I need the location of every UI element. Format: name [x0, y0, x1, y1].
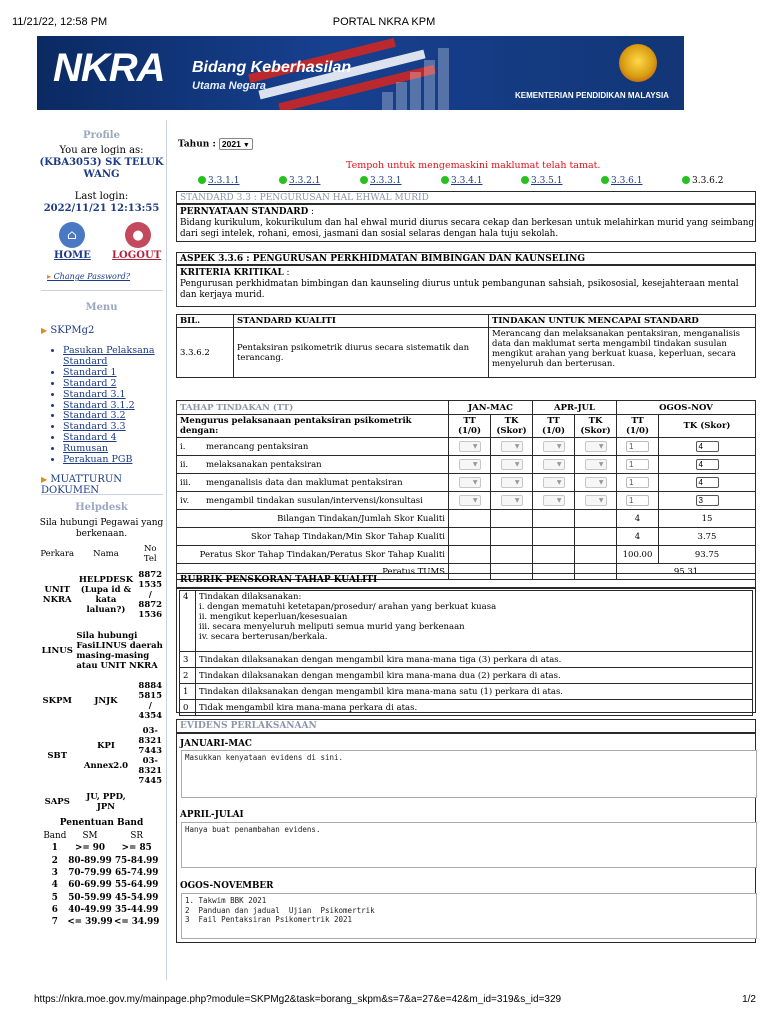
chevron-down-icon: ▼	[543, 477, 565, 488]
evidens-title: EVIDENS PERLAKSANAAN	[176, 719, 756, 733]
rubrik-score: 2	[180, 668, 196, 684]
menu-muatturun-label: MUATTURUN DOKUMEN	[41, 474, 123, 496]
rubrik-line: iv. secara berterusan/berkala.	[199, 632, 328, 642]
help-nama: JNJK	[94, 696, 118, 706]
item-label: mengambil tindakan susulan/intervensi/konsultasi	[206, 495, 423, 506]
band-header: SM	[82, 831, 98, 842]
tab-label: 3.3.6.1	[611, 176, 643, 186]
print-url: https://nkra.moe.gov.my/mainpage.php?module=SKPMg2&task=borang_skpm&s=7&a=27&e=42&m_id=319&s_id=329	[34, 994, 562, 1005]
period-apr-jul: APR-JUL	[533, 401, 617, 415]
band-row	[43, 916, 160, 928]
item-text	[177, 474, 449, 492]
band-header: Band	[43, 831, 67, 842]
nkra-banner	[37, 36, 684, 110]
summary-cell	[533, 510, 575, 528]
band-cell: 70-79.99	[68, 868, 112, 879]
item-text	[177, 438, 449, 456]
chevron-down-icon: ▼	[459, 495, 481, 506]
rubrik-text: Tindakan dilaksanakan dengan mengambil kira mana-mana dua (2) perkara di atas.	[196, 668, 753, 684]
period-jan-mac: JAN-MAC	[449, 401, 533, 415]
rubrik-score: 0	[180, 700, 196, 716]
band-cell: 75-84.99	[114, 855, 159, 866]
col-tk: TK (Skor)	[491, 415, 533, 438]
tab-3351[interactable]	[521, 176, 563, 186]
logout-icon[interactable]: ●	[125, 222, 151, 248]
ogos-tk-select[interactable]	[659, 456, 756, 474]
summary-label: Skor Tahap Tindakan/Min Skor Tahap Kualiti	[177, 528, 449, 546]
summary-row	[177, 546, 756, 564]
status-dot-icon	[601, 176, 609, 184]
chevron-down-icon: ▼	[459, 459, 481, 470]
tahun-label: Tahun	[178, 139, 210, 150]
chevron-down-icon: ▼	[501, 477, 523, 488]
tt-value: 1	[626, 495, 649, 506]
banner-line1: Bidang Keberhasilan	[192, 59, 352, 76]
tab-3311[interactable]	[198, 176, 240, 186]
band-row	[43, 879, 160, 891]
helpdesk-table	[39, 544, 164, 818]
tt-value: 1	[626, 477, 649, 488]
jan-tk-select[interactable]	[491, 492, 533, 510]
item-no: iii.	[180, 477, 191, 488]
item-no: iv.	[180, 495, 190, 506]
band-cell: 5	[51, 892, 58, 903]
ogos-tt-select[interactable]	[617, 492, 659, 510]
change-password-label: Change Password?	[53, 272, 131, 281]
ogos-tt-select[interactable]	[617, 456, 659, 474]
band-row	[43, 855, 160, 867]
jan-tt-select[interactable]	[449, 492, 491, 510]
chevron-down-icon: ▼	[501, 495, 523, 506]
summary-tt: 4	[617, 510, 659, 528]
help-perkara: SKPM	[42, 696, 72, 706]
pernyataan-box	[176, 204, 756, 242]
summary-tt: 4	[617, 528, 659, 546]
arrow-right-icon: ▸	[47, 272, 52, 281]
summary-cell	[449, 528, 491, 546]
print-title: PORTAL NKRA KPM	[332, 16, 436, 28]
rubrik-title: RUBRIK PENSKORAN TAHAP KUALITI	[176, 573, 756, 588]
band-cell: 3	[51, 868, 58, 879]
tahun-value: 2021	[221, 139, 241, 149]
jan-tt-select[interactable]	[449, 438, 491, 456]
item-label: merancang pentaksiran	[206, 441, 309, 452]
divider	[41, 290, 163, 291]
band-cell: >= 90	[74, 843, 106, 854]
band-table	[43, 830, 160, 928]
tab-3362[interactable]	[682, 176, 724, 186]
skpm-submenu	[51, 346, 167, 466]
help-note: Sila hubungi FasiLINUS daerah masing-masing atau UNIT NKRA	[76, 631, 163, 671]
summary-tk: 15	[659, 510, 756, 528]
nkra-logo: NKRA	[53, 46, 165, 90]
print-footer	[34, 994, 756, 1008]
print-datetime: 11/21/22, 12:58 PM	[12, 16, 108, 28]
apr-tt-select[interactable]	[533, 474, 575, 492]
item-row	[177, 438, 756, 456]
profile-title: Profile	[83, 130, 120, 141]
kriteria-text: Pengurusan perkhidmatan bimbingan dan kaunseling diurus untuk pembangunan sahsiah, psikososial, kesejahteraan mental dan kerjaya murid.	[180, 278, 739, 300]
chevron-down-icon: ▼	[585, 441, 607, 452]
ev-jan-label: JANUARI-MAC	[180, 739, 252, 749]
status-dot-icon	[360, 176, 368, 184]
tab-label: 3.3.3.1	[370, 176, 402, 186]
band-cell: 4	[51, 880, 58, 891]
summary-cell	[575, 528, 617, 546]
standard-tabs	[176, 176, 756, 188]
tab-label: 3.3.1.1	[208, 176, 240, 186]
jan-tk-select[interactable]	[491, 456, 533, 474]
chevron-down-icon: ▼	[501, 441, 523, 452]
helpdesk-intro: Sila hubungi Pegawai yang berkenaan.	[39, 518, 164, 539]
help-perkara: UNIT NKRA	[42, 585, 72, 605]
band-cell: 45-54.99	[114, 892, 159, 903]
band-cell: 35-44.99	[114, 904, 159, 915]
help-perkara: LINUS	[41, 646, 73, 656]
apr-tk-select[interactable]	[575, 456, 617, 474]
item-label: melaksanakan pentaksiran	[206, 459, 322, 470]
sidebar	[37, 120, 167, 980]
band-cell: >= 85	[121, 843, 152, 854]
tk-value: 4	[696, 459, 719, 470]
tt-value: 1	[626, 441, 649, 452]
chevron-down-icon: ▼	[242, 142, 250, 149]
last-login-label: Last login:	[74, 191, 129, 202]
ogos-tt-select[interactable]	[617, 474, 659, 492]
band-cell: 60-69.99	[68, 880, 112, 891]
summary-tt: 100.00	[617, 546, 659, 564]
arrow-right-icon: ▶	[41, 326, 48, 335]
arrow-right-icon: ▶	[41, 475, 48, 484]
band-cell: 55-64.99	[114, 880, 159, 891]
help-tel	[137, 786, 165, 818]
apr-tk-select[interactable]	[575, 438, 617, 456]
band-header: SR	[130, 831, 143, 842]
logout-link[interactable]: LOGOUT	[112, 250, 162, 261]
band-cell: 40-49.99	[68, 904, 112, 915]
menu-title: Menu	[85, 302, 118, 313]
help-perkara: SBT	[47, 751, 68, 761]
band-title: Penentuan Band	[59, 818, 144, 828]
tt-header: TAHAP TINDAKAN (TT)	[177, 401, 449, 415]
evidens-box	[176, 733, 756, 943]
tab-3321[interactable]	[279, 176, 321, 186]
tab-label: 3.3.4.1	[451, 176, 483, 186]
ev-ogos-textarea[interactable]: 1. Takwim BBK 2021 2 Panduan dan jadual Ujian Psikomertrik 3 Fail Pentaksiran Psikomertrik 2021	[181, 893, 757, 939]
chevron-down-icon: ▼	[585, 495, 607, 506]
item-label: menganalisis data dan maklumat pentaksiran	[206, 477, 403, 488]
chevron-down-icon: ▼	[543, 441, 565, 452]
band-cell: 6	[51, 904, 58, 915]
submenu-item[interactable]: • Pasukan Pelaksana Standard	[63, 346, 167, 368]
divider	[41, 494, 163, 495]
help-tel: 8884 5815 / 4354	[138, 681, 163, 721]
jan-tt-select[interactable]	[449, 456, 491, 474]
submenu-item[interactable]: • Standard 1	[63, 368, 167, 379]
item-no: i.	[180, 441, 186, 452]
helpdesk-title: Helpdesk	[75, 502, 128, 513]
ev-apr-label: APRIL-JULAI	[180, 810, 244, 820]
summary-cell	[533, 528, 575, 546]
peratus-tums: 95.31	[617, 564, 756, 580]
rubrik-table	[179, 590, 753, 716]
home-link[interactable]: HOME	[54, 250, 91, 261]
col-tk: TK (Skor)	[659, 415, 756, 438]
profile-actions	[37, 222, 166, 262]
band-cell: 80-89.99	[68, 855, 112, 866]
col-tindakan: TINDAKAN UNTUK MENCAPAI STANDARD	[489, 315, 756, 328]
status-dot-icon	[198, 176, 206, 184]
ev-apr-textarea[interactable]: Hanya buat penambahan evidens.	[181, 822, 757, 868]
std-tindakan: Merancang dan melaksanakan pentaksiran, menganalisis data dan maklumat serta mengambil tindakan susulan mengikut arahan yang berkuat kuasa, keperluan, secara menyeluruh dan berterusan.	[489, 328, 756, 378]
submenu-item[interactable]: • Perakuan PGB	[63, 455, 167, 466]
help-nama: HELPDESK (Lupa id & kata laluan?)	[78, 575, 134, 615]
kriteria-label: KRITERIA KRITIKAL	[180, 268, 284, 278]
ogos-tk-select[interactable]	[659, 492, 756, 510]
kriteria: KRITERIA KRITIKAL : Pengurusan perkhidmatan bimbingan dan kaunseling diurus untuk pembangunan sahsiah, psikososial, kesejahteraan mental dan kerjaya murid.	[180, 268, 739, 300]
submenu-item[interactable]: • Standard 3.1	[63, 390, 167, 401]
tk-value: 4	[696, 477, 719, 488]
apr-tt-select[interactable]	[533, 438, 575, 456]
band-cell: 65-74.99	[114, 868, 159, 879]
band-cell: <= 34.99	[113, 917, 160, 928]
help-header: Perkara	[40, 549, 75, 559]
home-icon[interactable]: ⌂	[59, 222, 85, 248]
school-name: (KBA3053) SK TELUK WANG	[39, 157, 164, 180]
item-text	[177, 492, 449, 510]
jan-tk-select[interactable]	[491, 474, 533, 492]
item-row	[177, 456, 756, 474]
std-bil: 3.3.6.2	[177, 328, 234, 378]
ogos-tk-select[interactable]	[659, 474, 756, 492]
period-ogos-nov: OGOS-NOV	[617, 401, 756, 415]
rubrik-score: 4	[180, 591, 196, 652]
chevron-down-icon: ▼	[543, 495, 565, 506]
tt-value: 1	[626, 459, 649, 470]
band-row	[43, 904, 160, 916]
rubrik-line: Tindakan dilaksanakan:	[199, 592, 302, 602]
col-tt: TT (1/0)	[617, 415, 659, 438]
help-kpi: KPI	[97, 741, 115, 751]
submenu-item[interactable]: • Standard 3.1.2	[63, 401, 167, 412]
chevron-down-icon: ▼	[585, 477, 607, 488]
standard-bar: STANDARD 3.3 : PENGURUSAN HAL EHWAL MURID	[176, 191, 756, 204]
band-cell: 2	[51, 855, 58, 866]
tahun-select[interactable]	[219, 138, 253, 150]
status-dot-icon	[279, 176, 287, 184]
status-dot-icon	[521, 176, 529, 184]
rubrik-text: Tindakan dilaksanakan dengan mengambil kira mana-mana satu (1) perkara di atas.	[196, 684, 753, 700]
menu-skpmg2[interactable]	[41, 325, 94, 336]
tk-value: 4	[696, 441, 719, 452]
band-cell: <= 39.99	[67, 917, 113, 928]
help-tel: 03-8321 7443 03-8321 7445	[138, 726, 163, 786]
summary-cell	[491, 528, 533, 546]
item-text	[177, 456, 449, 474]
band-cell: 1	[51, 843, 58, 854]
chevron-down-icon: ▼	[543, 459, 565, 470]
print-header	[12, 16, 756, 30]
apr-tt-select[interactable]	[533, 456, 575, 474]
help-header: No Tel	[143, 544, 157, 564]
col-tt: TT (1/0)	[533, 415, 575, 438]
tahap-tindakan-table	[176, 400, 756, 580]
rubrik-text: Tindakan dilaksanakan dengan mengambil kira mana-mana tiga (3) perkara di atas.	[196, 652, 753, 668]
ministry-name: KEMENTERIAN PENDIDIKAN MALAYSIA	[515, 91, 669, 100]
rubrik-box	[176, 588, 756, 713]
jan-tk-select[interactable]	[491, 438, 533, 456]
status-dot-icon	[682, 176, 690, 184]
banner-line2: Utama Negara	[192, 80, 266, 92]
standard-kualiti-table	[176, 314, 756, 378]
band-cell: 7	[51, 917, 58, 928]
tab-label: 3.3.5.1	[531, 176, 563, 186]
mengurus-label	[177, 415, 449, 438]
summary-cell	[491, 546, 533, 564]
ogos-tk-select[interactable]	[659, 438, 756, 456]
menu-skpmg2-label: SKPMg2	[50, 325, 95, 336]
pernyataan-label: PERNYATAAN STANDARD	[180, 207, 309, 217]
help-perkara: SAPS	[44, 797, 70, 807]
band-row	[43, 867, 160, 879]
rubrik-text: Tidak mengambil kira mana-mana perkara di atas.	[196, 700, 753, 716]
pernyataan-text: Bidang kurikulum, kokurikulum dan hal ehwal murid diurus secara cekap dan berkesan untuk melahirkan murid yang seimbang dari segi intelek, rohani, emosi, jasmani dan sosial selaras dengan hala tuju sekolah.	[180, 217, 754, 239]
item-row	[177, 474, 756, 492]
mengurus-text: Mengurus pelaksanaan pentaksiran psikometrik dengan:	[180, 416, 412, 436]
summary-cell	[491, 510, 533, 528]
pernyataan: PERNYATAAN STANDARD : Bidang kurikulum, kokurikulum dan hal ehwal murid diurus secara cekap dan berkesan untuk melahirkan murid yang seimbang dari segi intelek, rohani, emosi, jasmani dan sosial selaras dengan hala tuju sekolah.	[180, 207, 754, 239]
summary-cell	[575, 510, 617, 528]
apr-tt-select[interactable]	[533, 492, 575, 510]
help-nama	[75, 726, 136, 786]
band-row	[43, 891, 160, 903]
status-dot-icon	[441, 176, 449, 184]
login-as-label: You are login as:	[59, 145, 144, 156]
rubrik-line: ii. mengikut keperluan/kesesuaian	[199, 612, 348, 622]
change-password-link[interactable]	[47, 272, 130, 281]
band-cell: 50-59.99	[68, 892, 112, 903]
malaysia-crest-icon	[619, 44, 657, 82]
aspek-bar: ASPEK 3.3.6 : PENGURUSAN PERKHIDMATAN BIMBINGAN DAN KAUNSELING	[176, 252, 756, 265]
profile-box	[37, 130, 166, 215]
help-tel: 8872 1535 / 8872 1536	[138, 570, 163, 620]
item-row	[177, 492, 756, 510]
summary-tk: 93.75	[659, 546, 756, 564]
help-annex: Annex2.0	[83, 761, 129, 771]
tab-label: 3.3.6.2	[692, 176, 724, 186]
summary-label: Peratus Skor Tahap Tindakan/Peratus Skor Tahap Kualiti	[177, 546, 449, 564]
submenu-item[interactable]: • Standard 4	[63, 433, 167, 444]
chevron-down-icon: ▼	[585, 459, 607, 470]
kriteria-box	[176, 265, 756, 307]
summary-row	[177, 510, 756, 528]
ev-ogos-label: OGOS-NOVEMBER	[180, 881, 274, 891]
summary-cell	[533, 546, 575, 564]
help-header: Nama	[93, 549, 119, 559]
col-tk: TK (Skor)	[575, 415, 617, 438]
submenu-item[interactable]: • Standard 2	[63, 379, 167, 390]
summary-cell	[449, 546, 491, 564]
tab-3341[interactable]	[441, 176, 483, 186]
submenu-item[interactable]: • Standard 3.2	[63, 411, 167, 422]
apr-tk-select[interactable]	[575, 492, 617, 510]
chevron-down-icon: ▼	[459, 441, 481, 452]
summary-cell	[575, 546, 617, 564]
rubrik-score: 3	[180, 652, 196, 668]
rubrik-text	[196, 591, 753, 652]
band-row	[43, 842, 160, 854]
chevron-down-icon: ▼	[459, 477, 481, 488]
tahun-row: Tahun : 2021 ▼	[178, 138, 253, 150]
ev-jan-textarea[interactable]: Masukkan kenyataan evidens di sini.	[181, 750, 757, 798]
rubrik-line: iii. secara menyeluruh meliputi semua murid yang berkenaan	[199, 622, 465, 632]
warning-message: Tempoh untuk mengemaskini maklumat telah tamat.	[346, 160, 601, 171]
chevron-down-icon: ▼	[501, 459, 523, 470]
item-no: ii.	[180, 459, 189, 470]
summary-tk: 3.75	[659, 528, 756, 546]
col-tt: TT (1/0)	[449, 415, 491, 438]
help-nama: JU, PPD, JPN	[86, 792, 126, 812]
tab-3361[interactable]	[601, 176, 643, 186]
print-page-number: 1/2	[742, 994, 756, 1005]
rubrik-line: i. dengan mematuhi ketetapan/prosedur/ arahan yang berkuat kuasa	[199, 602, 497, 612]
tab-3331[interactable]	[360, 176, 402, 186]
apr-tk-select[interactable]	[575, 474, 617, 492]
std-kualiti: Pentaksiran psikometrik diurus secara sistematik dan terancang.	[234, 328, 489, 378]
col-standard-kualiti: STANDARD KUALITI	[234, 315, 489, 328]
jan-tt-select[interactable]	[449, 474, 491, 492]
last-login-value: 2022/11/21 12:13:55	[43, 203, 160, 214]
col-bil: BIL.	[177, 315, 234, 328]
tab-label: 3.3.2.1	[289, 176, 321, 186]
submenu-item[interactable]: • Standard 3.3	[63, 422, 167, 433]
summary-label: Bilangan Tindakan/Jumlah Skor Kualiti	[177, 510, 449, 528]
summary-row	[177, 528, 756, 546]
submenu-item[interactable]: • Rumusan	[63, 444, 167, 455]
ogos-tt-select[interactable]	[617, 438, 659, 456]
menu-muatturun[interactable]	[41, 474, 166, 496]
summary-label: Peratus TUMS	[177, 564, 449, 580]
summary-cell	[449, 510, 491, 528]
tk-value: 3	[696, 495, 719, 506]
rubrik-score: 1	[180, 684, 196, 700]
